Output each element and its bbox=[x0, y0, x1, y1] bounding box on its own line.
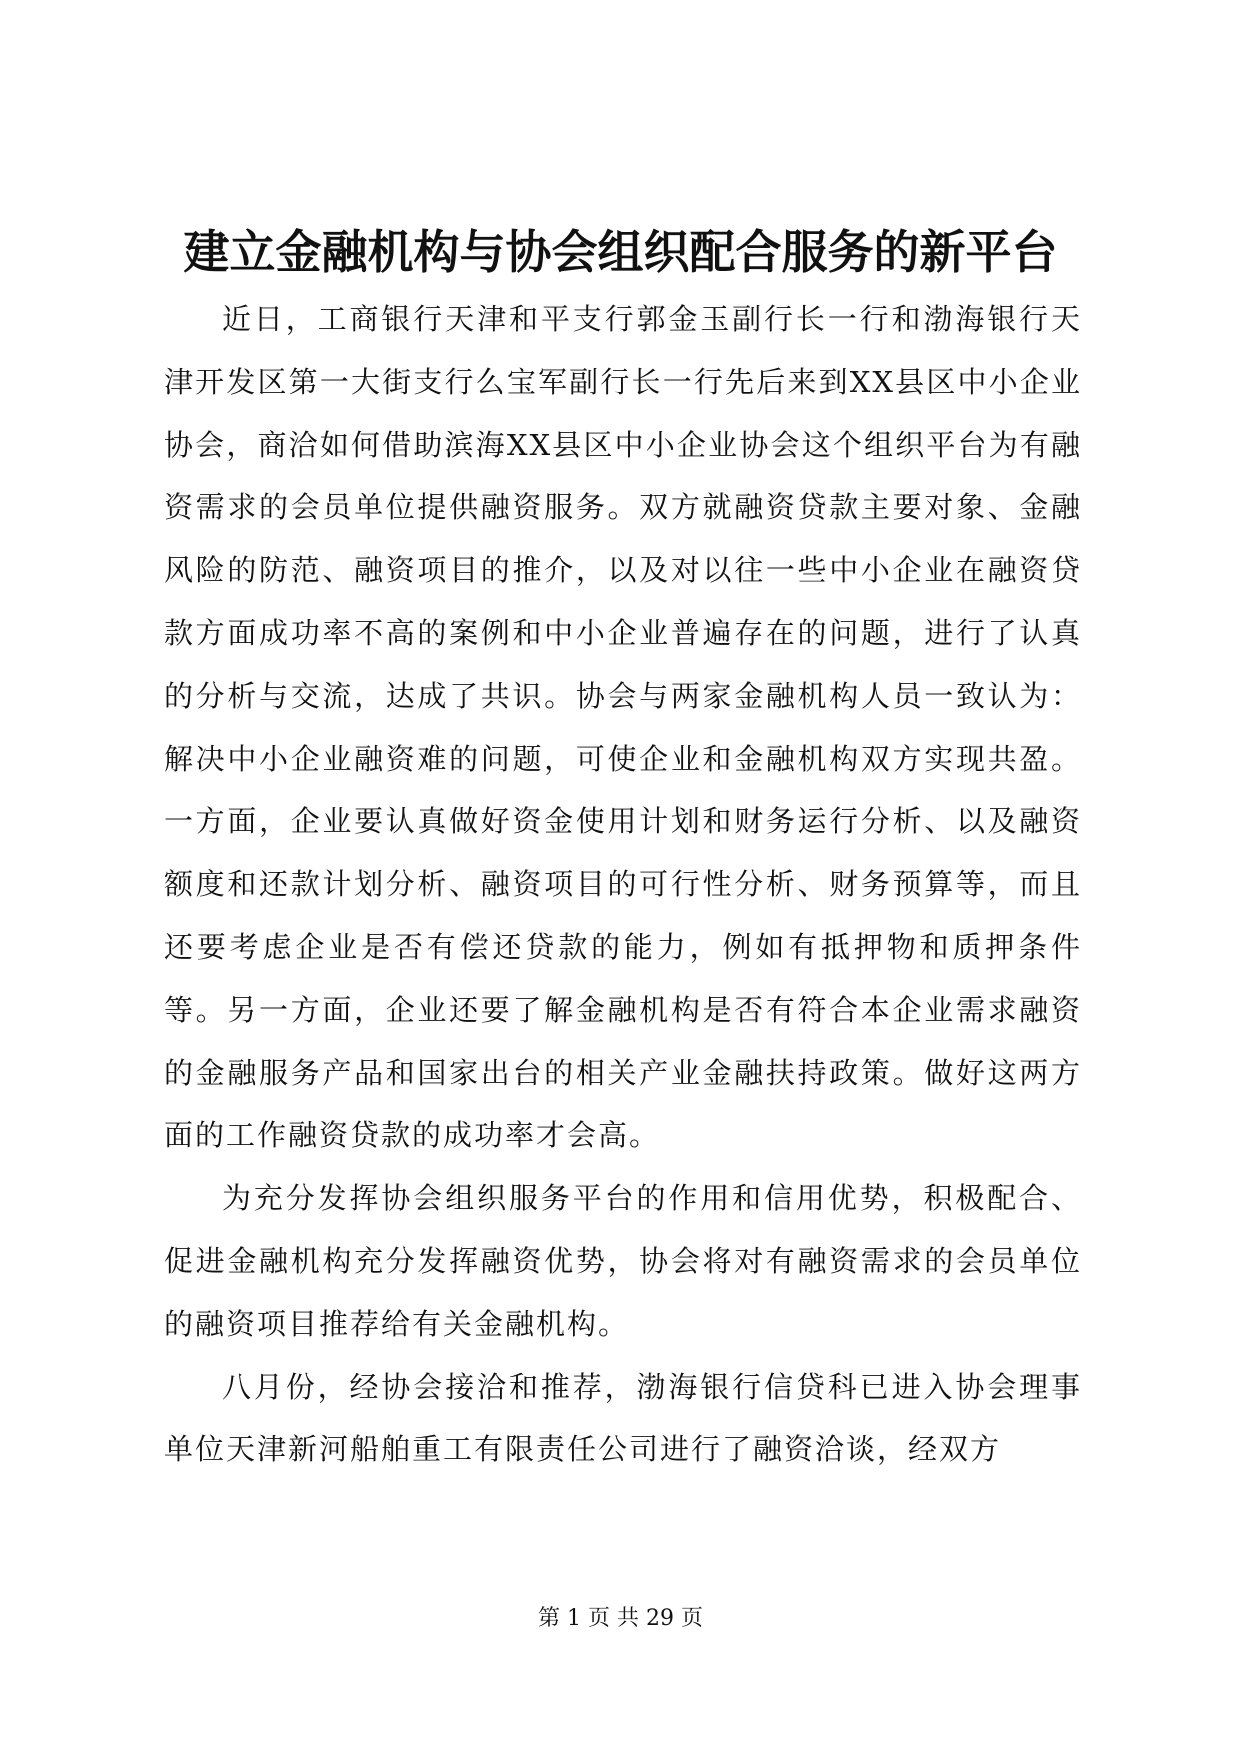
paragraph-2: 为充分发挥协会组织服务平台的作用和信用优势，积极配合、促进金融机构充分发挥融资优势，协会将对有融资需求的会员单位的融资项目推荐给有关金融机构。 bbox=[164, 1181, 1082, 1341]
page-number-footer: 第 1 页 共 29 页 bbox=[538, 1606, 703, 1631]
paragraph-3: 八月份，经协会接洽和推荐，渤海银行信贷科已进入协会理事单位天津新河船舶重工有限责任公司进行了融资洽谈，经双方 bbox=[164, 1369, 1082, 1467]
document-title: 建立金融机构与协会组织配合服务的新平台 bbox=[183, 225, 1058, 279]
paragraph-1: 近日，工商银行天津和平支行郭金玉副行长一行和渤海银行天津开发区第一大街支行么宝军副行长一行先后来到XX县区中小企业协会，商洽如何借助滨海XX县区中小企业协会这个组织平台为有融资需求的会员单位提供融资服务。双方就融资贷款主要对象、金融风险的防范、融资项目的推介，以及对以往一些中小企业在融资贷款方面成功率不高的案例和中小企业普遍存在的问题，进行了认真的分析与交流，达成了共识。协会与两家金融机构人员一致认为：解决中小企业融资难的问题，可使企业和金融机构双方实现共盈。一方面，企业要认真做好资金使用计划和财务运行分析、以及融资额度和还款计划分析、融资项目的可行性分析、财务预算等，而且还要考虑企业是否有偿还贷款的能力，例如有抵押物和质押条件等。另一方面，企业还要了解金融机构是否有符合本企业需求融资的金融服务产品和国家出台的相关产业金融扶持政策。做好这两方面的工作融资贷款的成功率才会高。 bbox=[164, 302, 1082, 1153]
document-body bbox=[164, 288, 1082, 1481]
